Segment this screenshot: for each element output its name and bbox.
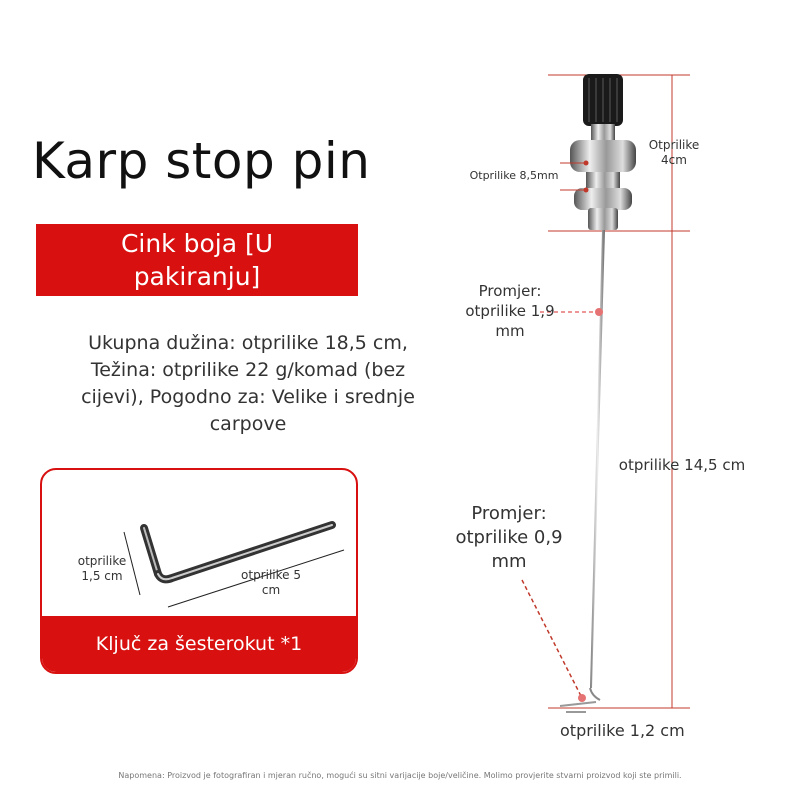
key-length-label: otprilike 5 cm	[241, 568, 301, 597]
color-banner-label: Cink boja [U pakiranju]	[120, 229, 274, 291]
page-title: Karp stop pin	[32, 132, 371, 190]
knob-label: Otprilike 8,5mm	[469, 169, 559, 182]
lower-diameter-marker	[578, 694, 586, 702]
lower-diameter-label: Promjer: otprilike 0,9 mm	[455, 503, 563, 572]
hex-key-caption: Ključ za šesterokut *1	[42, 616, 356, 672]
key-height-label: otprilike 1,5 cm	[77, 554, 127, 583]
pin-tip	[560, 702, 596, 706]
pin-shaft	[590, 230, 605, 688]
upper-diameter-marker	[595, 308, 603, 316]
shaft-length-label: otprilike 14,5 cm	[618, 456, 746, 474]
upper-diameter-label: Promjer: otprilike 1,9 mm	[465, 282, 555, 340]
pin-body	[570, 140, 636, 172]
product-description: Ukupna dužina: otprilike 18,5 cm, Težina: otprilike 22 g/komad (bez cijevi), Pogodno za: Velike i srednje carpove	[81, 332, 415, 435]
tip-label: otprilike 1,2 cm	[560, 721, 685, 740]
disclaimer-note: Napomena: Proizvod je fotografiran i mjeran ručno, mogući su sitni varijacije boje/veličine. Molimo provjerite stvarni proizvod koji ste primili.	[118, 771, 682, 780]
head-height-label: Otprilike 4cm	[648, 138, 700, 167]
